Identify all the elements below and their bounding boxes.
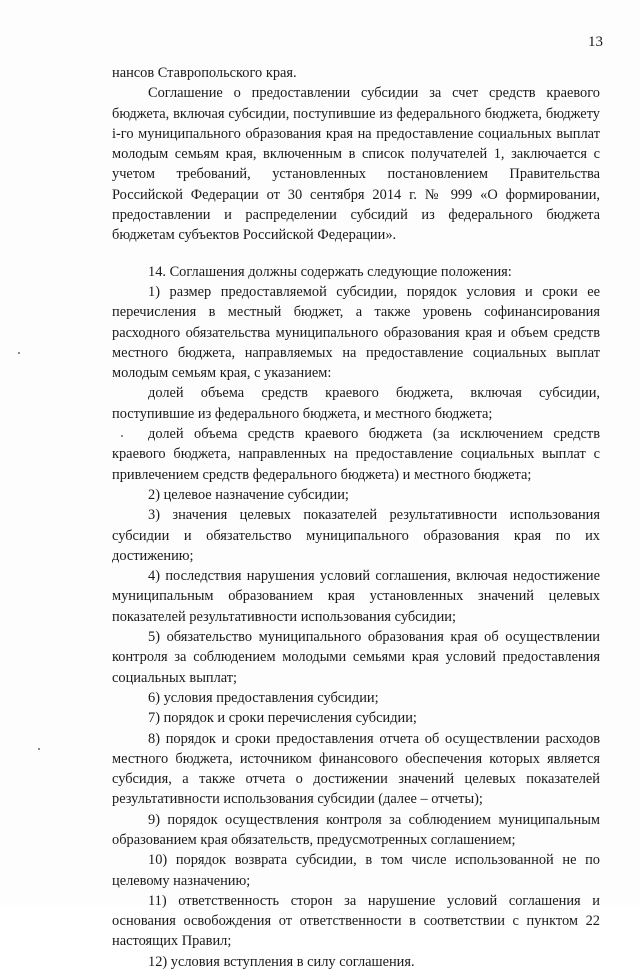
document-body xyxy=(112,63,600,972)
paragraph-point-6: 6) условия предоставления субсидии; xyxy=(148,689,379,706)
paragraph-point-1-share-b: долей объема средств краевого бюджета (за исключением средств краевого бюджета, направленных на предоставление социальных выплат с привлечением средств федерального бюджета) и местного бюджета; xyxy=(112,426,600,483)
paragraph-point-2: 2) целевое назначение субсидии; xyxy=(148,486,349,503)
paragraph-point-1: 1) размер предоставляемой субсидии, порядок условия и сроки ее перечисления в местный бюджет, а также уровень софинансирования расходного обязательства муниципального образования края и объем средств местного бюджета, направляемых на предоставление социальных выплат молодым семьям края, с указанием: xyxy=(112,283,600,382)
paragraph-agreement-intro: Соглашение о предоставлении субсидии за счет средств краевого бюджета, включая субсидии, поступившие из федерального бюджета, бюджету i-го муниципального образования края на предоставление социальных выплат молодым семьям края, включенным в список получателей 1, заключается с учетом требований, установленных постановлением Правительства Российской Федерации от 30 сентября 2014 г. № 999 «О формировании, предоставлении и распределении субсидий из федерального бюджета бюджетам субъектов Российской Федерации». xyxy=(112,85,600,244)
paragraph-item-14: 14. Соглашения должны содержать следующие положения: xyxy=(148,263,512,280)
paragraph-point-4: 4) последствия нарушения условий соглашения, включая недостижение муниципальным образованием края установленных значений целевых показателей результативности использования субсидии; xyxy=(112,568,600,625)
scan-speck xyxy=(38,748,40,750)
page-number: 13 xyxy=(588,34,603,50)
section-gap xyxy=(112,246,600,262)
scan-speck xyxy=(18,352,20,354)
paragraph-point-12: 12) условия вступления в силу соглашения. xyxy=(148,953,415,970)
paragraph-continuation: нансов Ставропольского края. xyxy=(112,65,297,81)
paragraph-point-1-share-a: долей объема средств краевого бюджета, включая субсидии, поступившие из федерального бюджета, и местного бюджета; xyxy=(112,385,600,422)
paragraph-point-9: 9) порядок осуществления контроля за соблюдением муниципальным образованием края обязательств, предусмотренных соглашением; xyxy=(112,811,600,848)
paragraph-point-8: 8) порядок и сроки предоставления отчета об осуществлении расходов местного бюджета, источником финансового обеспечения которых является субсидия, а также отчета о достижении значений целевых показателей результативности использования субсидии (далее – отчеты); xyxy=(112,730,600,808)
paragraph-point-3: 3) значения целевых показателей результативности использования субсидии и обязательство муниципального образования края по их достижению; xyxy=(112,507,600,564)
scan-speck xyxy=(121,435,123,437)
paragraph-point-5: 5) обязательство муниципального образования края об осуществлении контроля за соблюдением молодыми семьями края условий предоставления социальных выплат; xyxy=(112,629,600,686)
paragraph-point-11: 11) ответственность сторон за нарушение условий соглашения и основания освобождения от ответственности в соответствии с пунктом 22 настоящих Правил; xyxy=(112,892,600,950)
paragraph-point-7: 7) порядок и сроки перечисления субсидии; xyxy=(148,710,417,727)
paragraph-point-10: 10) порядок возврата субсидии, в том числе использованной не по целевому назначению; xyxy=(112,852,600,889)
